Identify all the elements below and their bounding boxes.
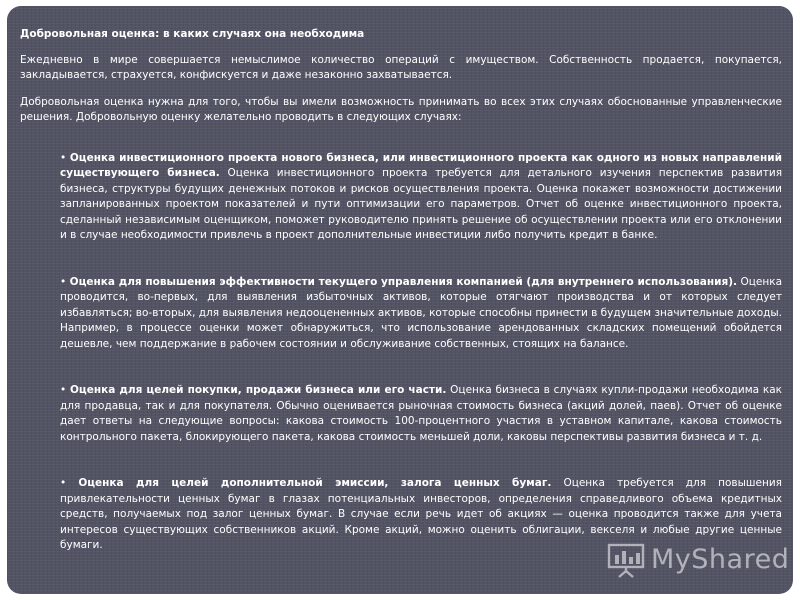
item-text: Оценка проводится, во-первых, для выявления избыточных активов, которые отягчают производства и от которых следует избавляться; во-вторых, для выявления недооцененных активов, которые способны принести в будущем значительные доходы. Например, в процессе оценки может обнаружиться, что использование арендованных складских помещений обойдется дешевле, чем поддержание в рабочем состоянии и обслуживание собственных, стоящих на балансе. <box>60 275 783 350</box>
item-text: Оценка требуется для повышения привлекательности ценных бумаг в глазах потенциальных инвесторов, определения справедливого объема кредитных средств, получаемых под залог ценных бумаг. В случае если речь идет об акциях — оценка проводится также для учета интересов существующих собственников акций. Кроме акций, можно оценить облигации, векселя и любые другие ценные бумаги. <box>60 477 782 551</box>
myshared-watermark <box>607 540 789 580</box>
item-heading: Оценка для целей покупки, продажи бизнеса или его части. <box>70 384 447 396</box>
item-text: Оценка бизнеса в случаях купли-продажи необходима как для продавца, так и для покупателя. Обычно оценивается рыночная стоимость бизнеса (акций долей, паев). Отчет об оценке дает ответы на следующие вопросы: какова стоимость 100-процентного участия в уставном капитале, какова стоимость контрольного пакета, блокирующего пакета, какова стоимость меньшей доли, каковы перспективы развития бизнеса и т. д. <box>60 384 782 443</box>
bullet: • <box>60 384 67 396</box>
item-heading: Оценка для целей дополнительной эмиссии, залога ценных бумаг. <box>78 477 552 489</box>
item-heading: Оценка для повышения эффективности текущего управления компанией (для внутреннего использования). <box>69 275 738 288</box>
item-heading: Оценка инвестиционного проекта нового бизнеса, или инвестиционного проекта как одного из новых направлений существующего бизнеса. <box>60 151 782 179</box>
list-item <box>60 275 782 353</box>
presentation-chart-icon <box>607 541 647 579</box>
list-item <box>60 383 782 445</box>
slide-content <box>20 27 782 554</box>
slide <box>7 6 793 594</box>
case-list <box>20 151 782 554</box>
bullet: • <box>60 275 67 288</box>
watermark-text: MyShared <box>651 544 790 576</box>
bullet: • <box>60 477 67 489</box>
item-text: Оценка инвестиционного проекта требуется для детального изучения перспектив развития бизнеса, структуры будущих денежных потоков и рисков осуществления проекта. Оценка покажет возможности достижении запланированных проектом показателей и пути оптимизации его параметров. Отчет об оценке инвестиционного проекта, сделанный независимым оценщиком, поможет руководителю принять решение об осуществлении проекта или его отклонении и в случае необходимости привлечь в проект дополнительные инвестиции либо получить кредит в банке. <box>60 167 783 241</box>
slide-title: Добровольная оценка: в каких случаях она необходима <box>20 28 365 40</box>
bullet: • <box>60 151 67 164</box>
intro-paragraph-1: Ежедневно в мире совершается немыслимое количество операций с имуществом. Собственность продается, покупается, закладывается, страхуется, конфискуется и даже незаконно захватывается. <box>20 53 782 81</box>
list-item <box>60 151 782 244</box>
intro-paragraph-2: Добровольная оценка нужна для того, чтобы вы имели возможность принимать во всех этих случаях обоснованные управленческие решения. Добровольную оценку желательно проводить в следующих случаях: <box>20 95 782 123</box>
